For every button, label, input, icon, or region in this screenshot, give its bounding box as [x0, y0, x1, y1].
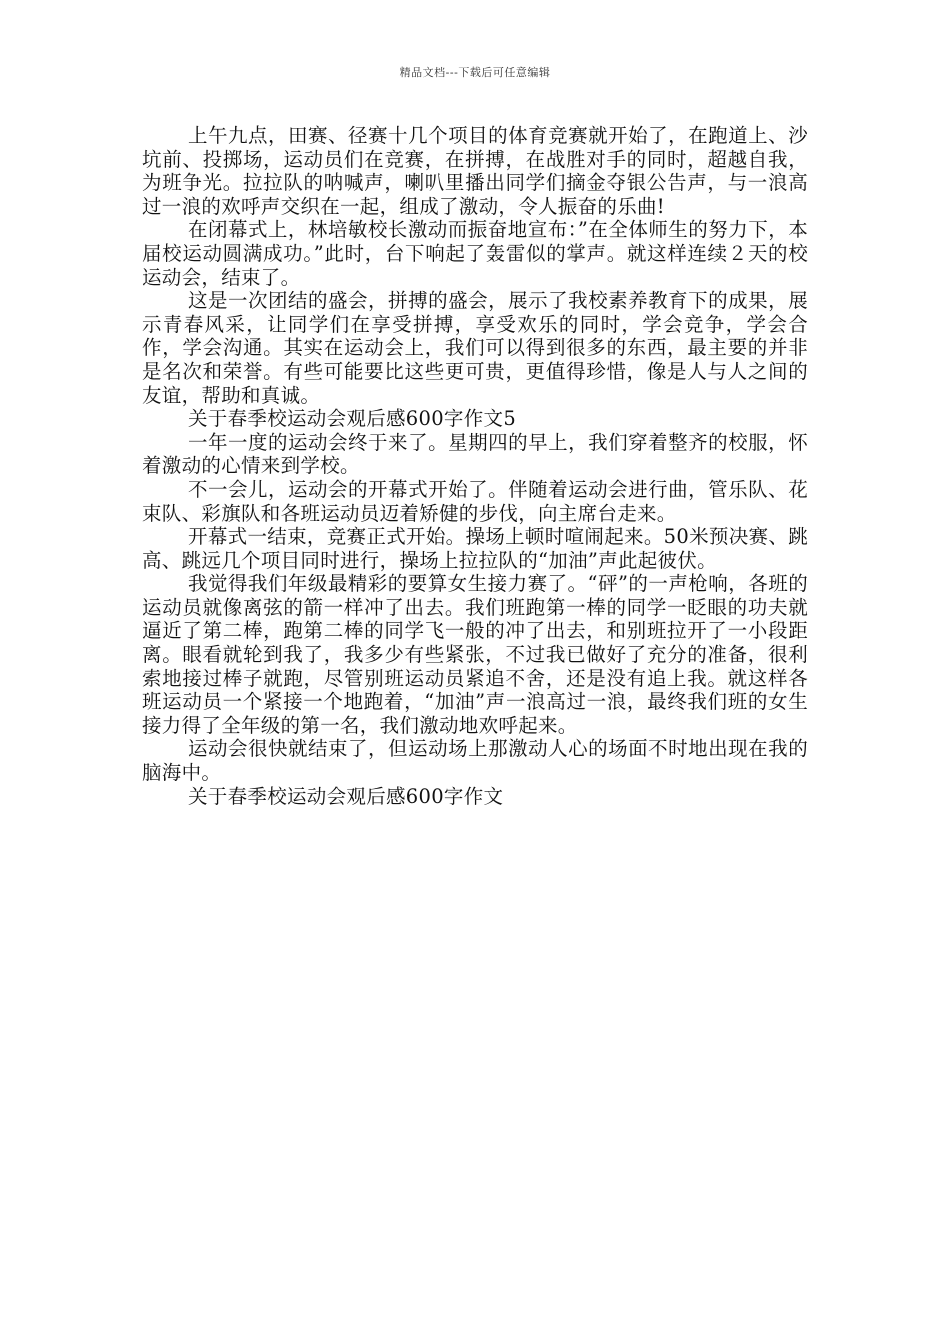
- article-body: [142, 124, 808, 808]
- paragraph: 开幕式一结束，竞赛正式开始。操场上顿时喧闹起来。50米预决赛、跳高、跳远几个项目同时进行，操场上拉拉队的“加油”声此起彼伏。: [142, 525, 808, 572]
- paragraph: 我觉得我们年级最精彩的要算女生接力赛了。“砰”的一声枪响，各班的运动员就像离弦的箭一样冲了出去。我们班跑第一棒的同学一眨眼的功夫就逼近了第二棒，跑第二棒的同学飞一般的冲了出去，和别班拉开了一小段距离。眼看就轮到我了，我多少有些紧张，不过我已做好了充分的准备，很利索地接过棒子就跑，尽管别班运动员紧追不舍，还是没有追上我。就这样各班运动员一个紧接一个地跑着，“加油”声一浪高过一浪，最终我们班的女生接力得了全年级的第一名，我们激动地欢呼起来。: [142, 572, 808, 737]
- paragraph: 一年一度的运动会终于来了。星期四的早上，我们穿着整齐的校服，怀着激动的心情来到学校。: [142, 430, 808, 478]
- section-heading: 关于春季校运动会观后感600字作文: [188, 784, 504, 808]
- paragraph: 运动会很快就结束了，但运动场上那激动人心的场面不时地出现在我的脑海中。: [142, 737, 808, 785]
- paragraph: 上午九点，田赛、径赛十几个项目的体育竞赛就开始了，在跑道上、沙坑前、投掷场，运动员们在竞赛，在拼搏，在战胜对手的同时，超越自我，为班争光。拉拉队的呐喊声，喇叭里播出同学们摘金夺银公告声，与一浪高过一浪的欢呼声交织在一起，组成了激动，令人振奋的乐曲!: [142, 124, 808, 218]
- section-heading: 关于春季校运动会观后感600字作文5: [188, 407, 517, 431]
- paragraph: 这是一次团结的盛会，拼搏的盛会，展示了我校素养教育下的成果，展示青春风采，让同学们在享受拼搏，享受欢乐的同时，学会竞争，学会合作，学会沟通。其实在运动会上，我们可以得到很多的东西，最主要的并非是名次和荣誉。有些可能要比这些更可贵，更值得珍惜，像是人与人之间的友谊，帮助和真诚。: [142, 289, 808, 407]
- paragraph: 不一会儿，运动会的开幕式开始了。伴随着运动会进行曲，管乐队、花束队、彩旗队和各班运动员迈着矫健的步伐，向主席台走来。: [142, 477, 808, 525]
- page-header: 精品文档---下载后可任意编辑: [399, 66, 551, 79]
- paragraph: 在闭幕式上，林培敏校长激动而振奋地宣布：”在全体师生的努力下，本届校运动圆满成功。”此时，台下响起了轰雷似的掌声。就这样连续２天的校运动会，结束了。: [142, 218, 808, 289]
